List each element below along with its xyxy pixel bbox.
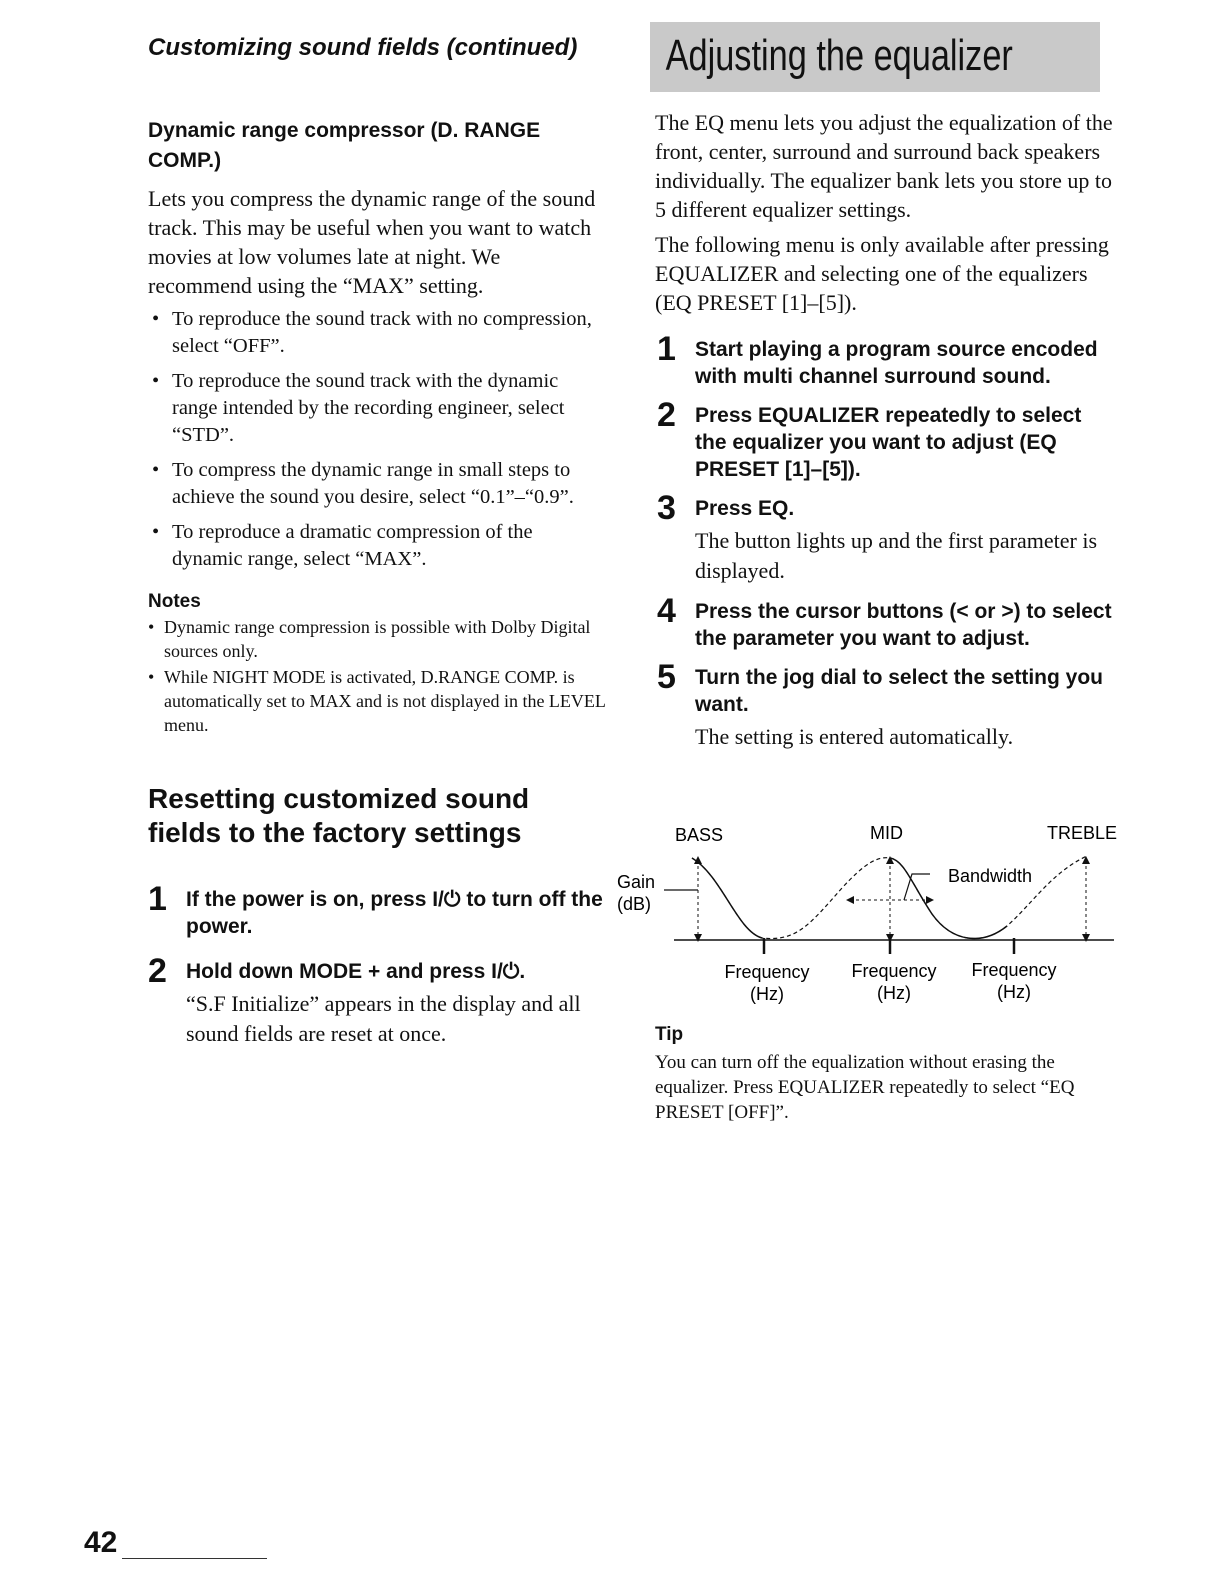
eq-step-1 [657, 330, 1112, 390]
reset-heading: Resetting customized sound fields to the factory settings [148, 783, 530, 848]
step-text: Hold down MODE + and press I/⏻. [186, 960, 526, 983]
gain-label: Gain [617, 872, 656, 892]
reset-step-2 [148, 952, 608, 1049]
band-label-mid: MID [870, 823, 903, 843]
frequency-label-treble: Frequency [971, 960, 1057, 980]
list-item: • While NIGHT MODE is activated, D.RANGE COMP. is automatically set to MAX and is not displayed in the LEVEL menu. [148, 665, 608, 737]
list-item: • To reproduce the sound track with the dynamic range intended by the recording engineer, select “STD”. [148, 368, 608, 449]
page-title: Adjusting the equalizer [665, 31, 1013, 80]
step-description: The button lights up and the first parameter is displayed. [695, 528, 1098, 583]
reset-section [148, 782, 608, 1049]
step-description: “S.F Initialize” appears in the display and all sound fields are reset at once. [186, 991, 581, 1046]
tip-heading: Tip [655, 1024, 684, 1045]
notes-section [148, 591, 608, 737]
step-number: 2 [148, 952, 167, 990]
bandwidth-label: Bandwidth [948, 866, 1033, 886]
step-text: Start playing a program source encoded with multi channel surround sound. [695, 338, 1098, 388]
eq-step-3 [657, 489, 1112, 586]
drc-heading: Dynamic range compressor (D. RANGE COMP.) [148, 119, 541, 172]
drc-bullet-list [148, 306, 608, 573]
step-text: If the power is on, press I/⏻ to turn off the power. [186, 888, 603, 938]
eq-intro [655, 108, 1115, 323]
list-item: • To reproduce a dramatic compression of the dynamic range, select “MAX”. [148, 519, 608, 573]
eq-intro-paragraph-1: The EQ menu lets you adjust the equalization of the front, center, surround and surround back speakers individually. The equalizer bank lets you store up to 5 different equalizer settings. [655, 110, 1113, 222]
frequency-unit-bass: (Hz) [750, 984, 784, 1004]
list-item: • To reproduce the sound track with no compression, select “OFF”. [148, 306, 608, 360]
arrow-head-icon [846, 896, 854, 904]
arrow-head-icon [1082, 934, 1090, 942]
step-number: 1 [148, 880, 167, 918]
step-text: Turn the jog dial to select the setting you want. [695, 666, 1103, 716]
eq-step-4 [657, 592, 1112, 652]
page-number: 42 [84, 1526, 118, 1559]
list-item: • To compress the dynamic range in small steps to achieve the sound you desire, select “0.1”–“0.9”. [148, 457, 608, 511]
step-number: 3 [657, 489, 676, 527]
eq-intro-paragraph-2: The following menu is only available after pressing EQUALIZER and selecting one of the equalizers (EQ PRESET [1]–[5]). [655, 232, 1109, 315]
frequency-label-bass: Frequency [724, 962, 810, 982]
step-number: 5 [657, 658, 676, 696]
eq-steps [657, 330, 1112, 752]
eq-step-2 [657, 396, 1112, 483]
reset-step-1 [148, 880, 608, 940]
band-label-bass: BASS [675, 825, 724, 845]
step-text: Press EQUALIZER repeatedly to select the equalizer you want to adjust (EQ PRESET [1]–[5]). [695, 404, 1082, 481]
step-description: The setting is entered automatically. [695, 724, 1014, 749]
section-continued-title: Customizing sound fields (continued) [148, 34, 578, 61]
frequency-label-mid: Frequency [851, 961, 937, 981]
tip-section [655, 1024, 1115, 1125]
drc-section [148, 116, 608, 739]
bass-curve-segment [692, 858, 762, 938]
frequency-unit-mid: (Hz) [877, 983, 911, 1003]
gain-unit: (dB) [617, 894, 652, 914]
step-number: 2 [657, 396, 676, 434]
notes-list [148, 615, 608, 737]
step-number: 1 [657, 330, 676, 368]
arrow-head-icon [926, 896, 934, 904]
step-text: Press the cursor buttons (< or >) to select the parameter you want to adjust. [695, 600, 1112, 650]
tip-text: You can turn off the equalization without erasing the equalizer. Press EQUALIZER repeatedly to select “EQ PRESET [OFF]”. [655, 1052, 1075, 1123]
drc-intro: Lets you compress the dynamic range of the sound track. This may be useful when you want to watch movies at low volumes late at night. We recommend using the “MAX” setting. [148, 186, 596, 298]
notes-heading: Notes [148, 591, 201, 612]
step-text: Press EQ. [695, 497, 795, 520]
list-item: • Dynamic range compression is possible with Dolby Digital sources only. [148, 615, 608, 663]
band-label-treble: TREBLE [1047, 823, 1118, 843]
eq-step-5 [657, 658, 1112, 752]
equalizer-diagram [612, 816, 1132, 1016]
page-number-rule [122, 1558, 267, 1559]
step-number: 4 [657, 592, 676, 630]
page-title-banner [650, 22, 1100, 92]
frequency-unit-treble: (Hz) [997, 982, 1031, 1002]
arrow-head-icon [694, 934, 702, 942]
